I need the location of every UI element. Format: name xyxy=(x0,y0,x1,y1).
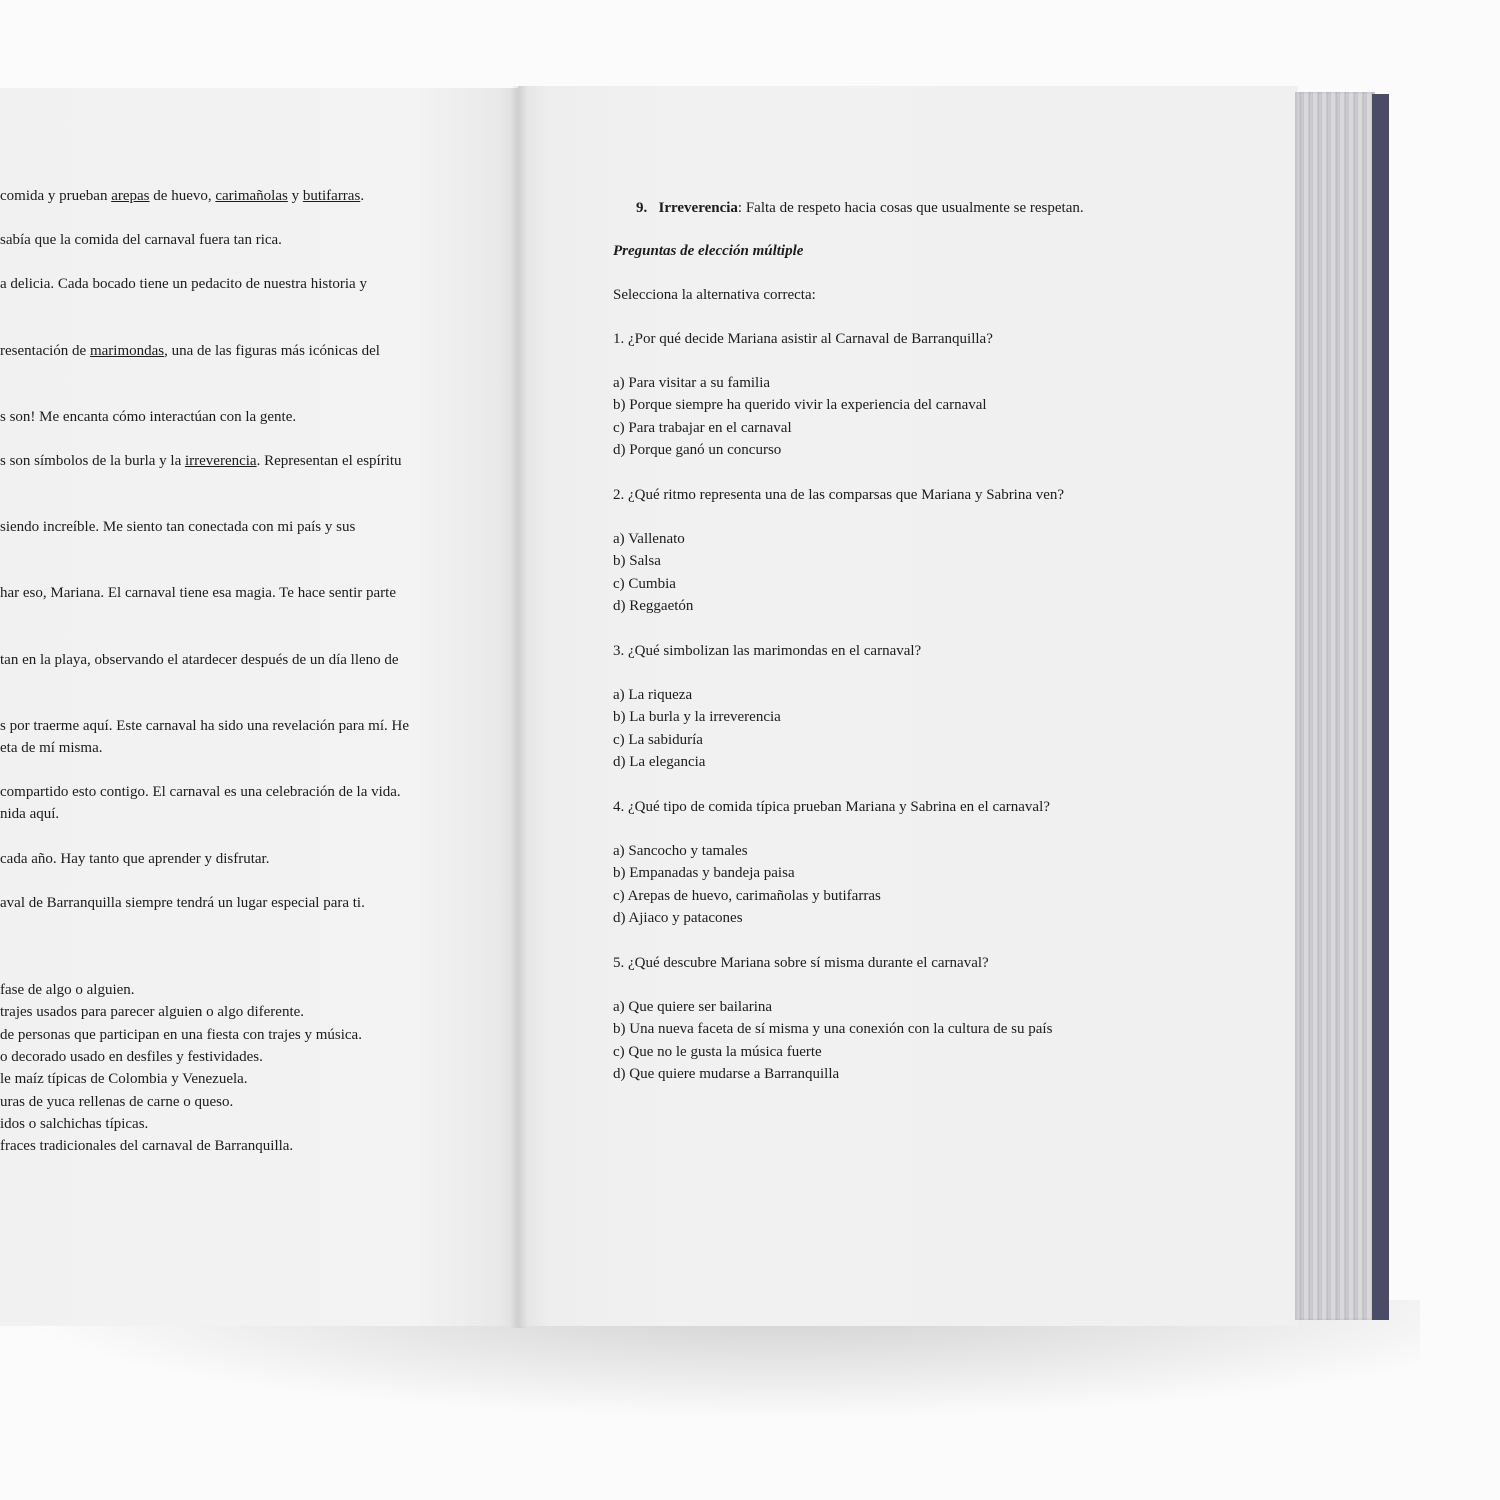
glossary-term-link: carimañolas xyxy=(215,188,288,204)
instruction-text: Selecciona la alternativa correcta: xyxy=(613,287,816,303)
dialogue-line xyxy=(0,805,59,823)
glossary-definition-line: de personas que participan en una fiesta con trajes y música. xyxy=(0,1026,362,1043)
dialogue-line xyxy=(0,739,102,757)
glossary-item-9 xyxy=(636,199,1084,217)
dialogue-line xyxy=(0,894,365,912)
dialogue-line xyxy=(0,342,380,360)
answer-option: b) Empanadas y bandeja paisa xyxy=(613,865,795,882)
section-title: Preguntas de elección múltiple xyxy=(613,243,804,259)
glossary-term-link: marimondas xyxy=(89,343,165,359)
dialogue-line xyxy=(0,783,401,801)
answer-option: a) La riqueza xyxy=(613,687,693,703)
answer-option: b) Porque siempre ha querido vivir la experiencia del carnaval xyxy=(613,397,987,414)
dialogue-text: cada año. Hay tanto que aprender y disfrutar. xyxy=(0,851,270,867)
dialogue-text: s son símbolos de la burla y la xyxy=(0,453,185,469)
answer-option: c) Que no le gusta la música fuerte xyxy=(613,1043,822,1060)
answer-option: a) Sancocho y tamales xyxy=(613,843,748,859)
answer-option: d) Reggaetón xyxy=(613,597,694,614)
dialogue-text: resentación de xyxy=(0,343,90,359)
glossary-definition-line: idos o salchichas típicas. xyxy=(0,1115,149,1132)
dialogue-text: y xyxy=(287,188,303,204)
dialogue-line xyxy=(0,584,396,602)
dialogue-text: siendo increíble. Me siento tan conectada con mi país y sus xyxy=(0,519,356,535)
dialogue-text: nida aquí. xyxy=(0,806,60,822)
dialogue-text: har eso, Mariana. El carnaval tiene esa magia. Te hace sentir parte xyxy=(0,585,396,601)
answer-option: c) Para trabajar en el carnaval xyxy=(613,419,792,436)
glossary-item-definition: : Falta de respeto hacia cosas que usualmente se respetan. xyxy=(737,200,1084,216)
book-gutter xyxy=(510,86,528,1328)
answer-option: c) Cumbia xyxy=(613,575,676,592)
question-2: 2. ¿Qué ritmo representa una de las comparsas que Mariana y Sabrina ven? xyxy=(613,487,1065,503)
glossary-item-number: 9. xyxy=(636,200,648,216)
answer-option: c) La sabiduría xyxy=(613,731,703,748)
answer-option: d) La elegancia xyxy=(613,753,706,770)
dialogue-text: . xyxy=(360,188,365,204)
dialogue-text: . Representan el espíritu xyxy=(256,453,402,469)
dialogue-text: tan en la playa, observando el atardecer después de un día lleno de xyxy=(0,652,399,668)
question-1: 1. ¿Por qué decide Mariana asistir al Carnaval de Barranquilla? xyxy=(613,331,993,347)
answer-option: a) Vallenato xyxy=(613,531,685,547)
dialogue-line xyxy=(0,518,355,536)
answer-option: d) Porque ganó un concurso xyxy=(613,441,782,458)
book-cover-edge xyxy=(1372,94,1389,1320)
answer-option: c) Arepas de huevo, carimañolas y butifarras xyxy=(613,887,881,904)
dialogue-text: , una de las figuras más icónicas del xyxy=(164,343,380,359)
dialogue-text: compartido esto contigo. El carnaval es una celebración de la vida. xyxy=(0,784,401,800)
glossary-definition-line: fase de algo o alguien. xyxy=(0,982,135,998)
dialogue-text: a delicia. Cada bocado tiene un pedacito de nuestra historia y xyxy=(0,276,367,292)
glossary-definition-line: o decorado usado en desfiles y festividades. xyxy=(0,1048,263,1065)
dialogue-text: s por traerme aquí. Este carnaval ha sido una revelación para mí. He xyxy=(0,718,409,734)
glossary-item-term: Irreverencia xyxy=(658,200,738,216)
glossary-term-link: butifarras xyxy=(302,188,361,204)
question-3: 3. ¿Qué simbolizan las marimondas en el carnaval? xyxy=(613,643,922,659)
glossary-term-link: arepas xyxy=(111,188,150,204)
dialogue-text: de huevo, xyxy=(149,188,216,204)
answer-option: b) Salsa xyxy=(613,553,661,570)
dialogue-line xyxy=(0,850,269,868)
dialogue-line xyxy=(0,717,409,735)
left-page xyxy=(0,88,520,1326)
question-4: 4. ¿Qué tipo de comida típica prueban Mariana y Sabrina en el carnaval? xyxy=(613,799,1050,815)
right-page xyxy=(518,86,1298,1326)
answer-option: d) Ajiaco y patacones xyxy=(613,909,743,926)
dialogue-text: eta de mí misma. xyxy=(0,740,103,756)
answer-option: b) Una nueva faceta de sí misma y una conexión con la cultura de su país xyxy=(613,1021,1053,1038)
dialogue-line xyxy=(0,452,402,470)
dialogue-text: comida y prueban xyxy=(0,188,112,204)
dialogue-text: sabía que la comida del carnaval fuera tan rica. xyxy=(0,232,282,248)
answer-option: a) Que quiere ser bailarina xyxy=(613,999,773,1015)
dialogue-text: aval de Barranquilla siempre tendrá un lugar especial para ti. xyxy=(0,895,365,911)
dialogue-line xyxy=(0,275,367,293)
answer-option: a) Para visitar a su familia xyxy=(613,375,771,391)
answer-option: d) Que quiere mudarse a Barranquilla xyxy=(613,1065,840,1082)
dialogue-line xyxy=(0,408,296,426)
dialogue-line xyxy=(0,187,364,205)
page-edges xyxy=(1295,92,1375,1320)
question-5: 5. ¿Qué descubre Mariana sobre sí misma durante el carnaval? xyxy=(613,955,989,971)
glossary-term-link: irreverencia xyxy=(184,453,257,469)
dialogue-text: s son! Me encanta cómo interactúan con la gente. xyxy=(0,409,297,425)
glossary-definition-line: uras de yuca rellenas de carne o queso. xyxy=(0,1093,234,1110)
glossary-definition-line: fraces tradicionales del carnaval de Barranquilla. xyxy=(0,1138,294,1155)
dialogue-line xyxy=(0,231,282,249)
glossary-definition-line: le maíz típicas de Colombia y Venezuela. xyxy=(0,1071,248,1088)
dialogue-line xyxy=(0,651,399,669)
answer-option: b) La burla y la irreverencia xyxy=(613,709,781,726)
glossary-definition-line: trajes usados para parecer alguien o algo diferente. xyxy=(0,1004,305,1021)
